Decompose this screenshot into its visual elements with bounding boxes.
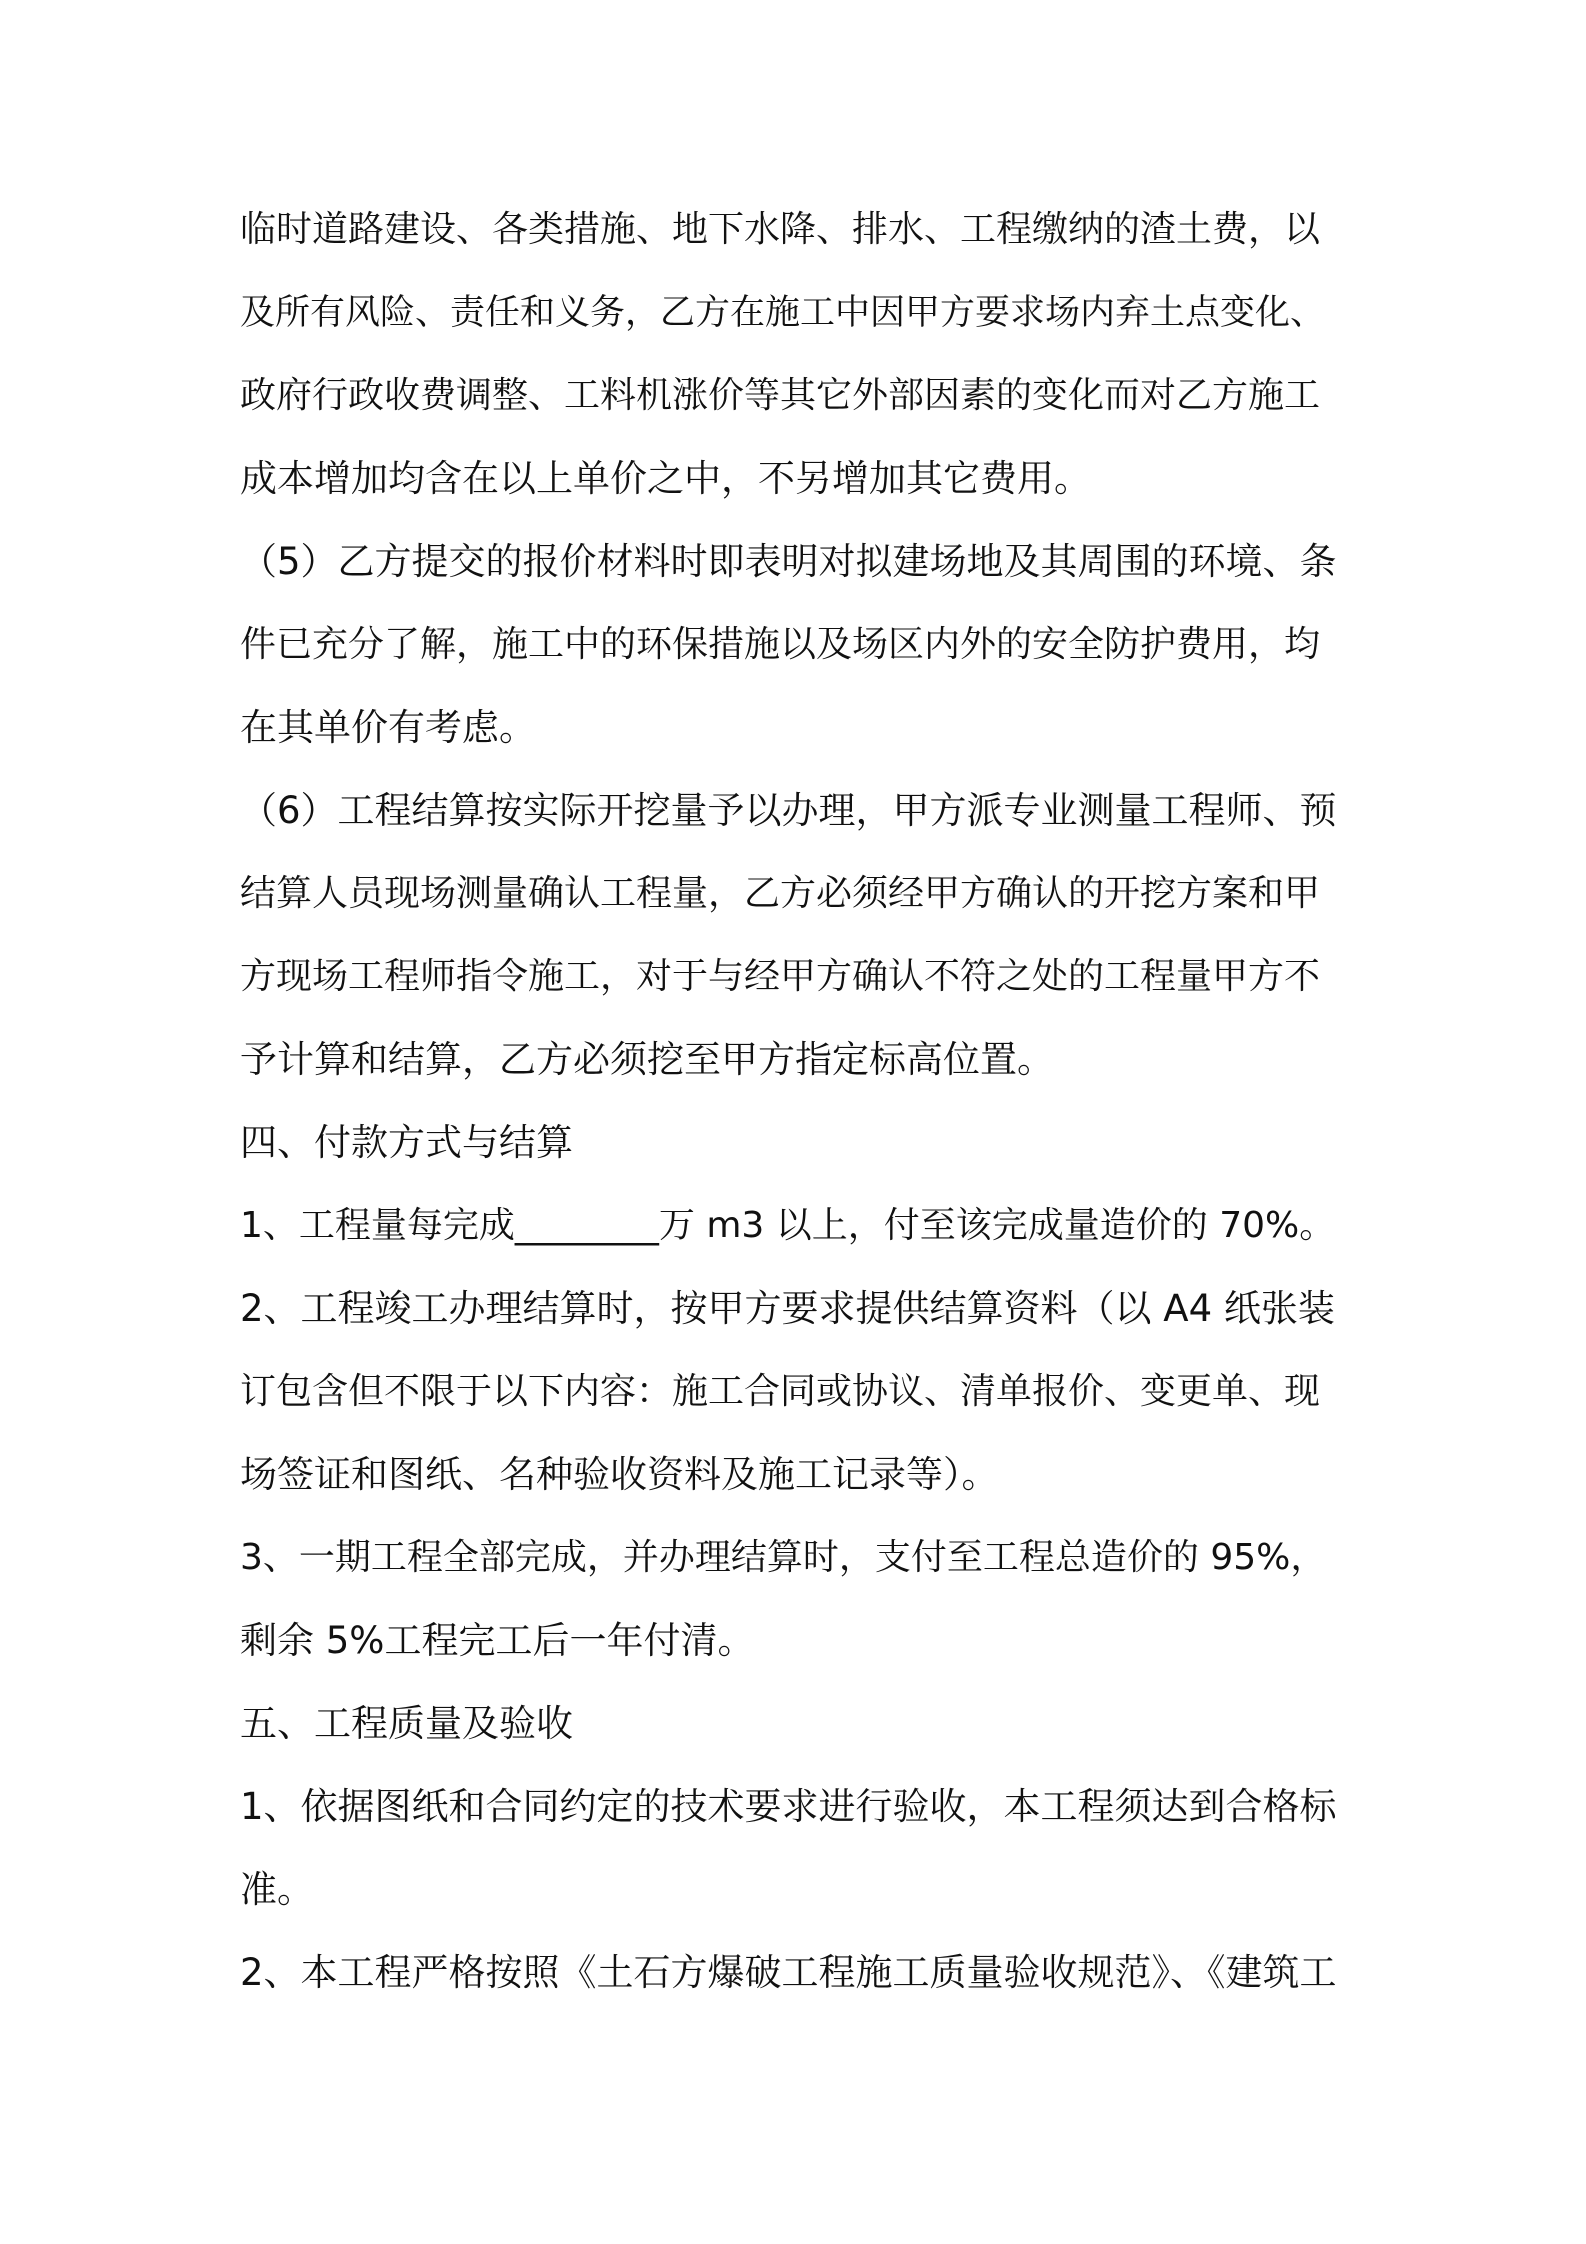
text-line: 及所有风险、责任和义务，乙方在施工中因甲方要求场内弃土点变化、: [240, 293, 1326, 333]
text-line: 3、一期工程全部完成，并办理结算时，支付至工程总造价的 95%，: [240, 1537, 1327, 1578]
text-line: 件已充分了解，施工中的环保措施以及场区内外的安全防护费用，均: [240, 624, 1321, 665]
text-line: 1、依据图纸和合同约定的技术要求进行验收，本工程须达到合格标: [240, 1785, 1337, 1828]
text-line: 订包含但不限于以下内容：施工合同或协议、清单报价、变更单、现: [240, 1371, 1321, 1412]
text-line: （6）工程结算按实际开挖量予以办理，甲方派专业测量工程师、预: [240, 789, 1337, 832]
text-line: （5）乙方提交的报价材料时即表明对拟建场地及其周围的环境、条: [240, 540, 1337, 583]
text-line: 政府行政收费调整、工料机涨价等其它外部因素的变化而对乙方施工: [240, 375, 1321, 416]
text-line: 成本增加均含在以上单价之中，不另增加其它费用。: [240, 457, 1091, 500]
text-line: 剩余 5%工程完工后一年付清。: [240, 1619, 755, 1662]
text-line: 2、工程竣工办理结算时，按甲方要求提供结算资料（以 A4 纸张装: [240, 1287, 1335, 1330]
text-line: 2、本工程严格按照《土石方爆破工程施工质量验收规范》、《建筑工: [240, 1951, 1337, 1994]
text-line: 在其单价有考虑。: [240, 706, 536, 749]
text-line: 场签证和图纸、名种验收资料及施工记录等）。: [240, 1453, 999, 1496]
section-heading: 四、付款方式与结算: [240, 1121, 573, 1164]
text-line: 结算人员现场测量确认工程量，乙方必须经甲方确认的开挖方案和甲: [240, 873, 1321, 914]
text-line: 予计算和结算，乙方必须挖至甲方指定标高位置。: [240, 1038, 1054, 1081]
text-line: 临时道路建设、各类措施、地下水降、排水、工程缴纳的渣土费，以: [240, 209, 1321, 250]
text-line: 方现场工程师指令施工，对于与经甲方确认不符之处的工程量甲方不: [240, 956, 1321, 997]
text-line: 1、工程量每完成________万 m3 以上，付至该完成量造价的 70%。: [240, 1205, 1336, 1246]
section-heading: 五、工程质量及验收: [240, 1702, 573, 1745]
text-line: 准。: [240, 1868, 314, 1911]
